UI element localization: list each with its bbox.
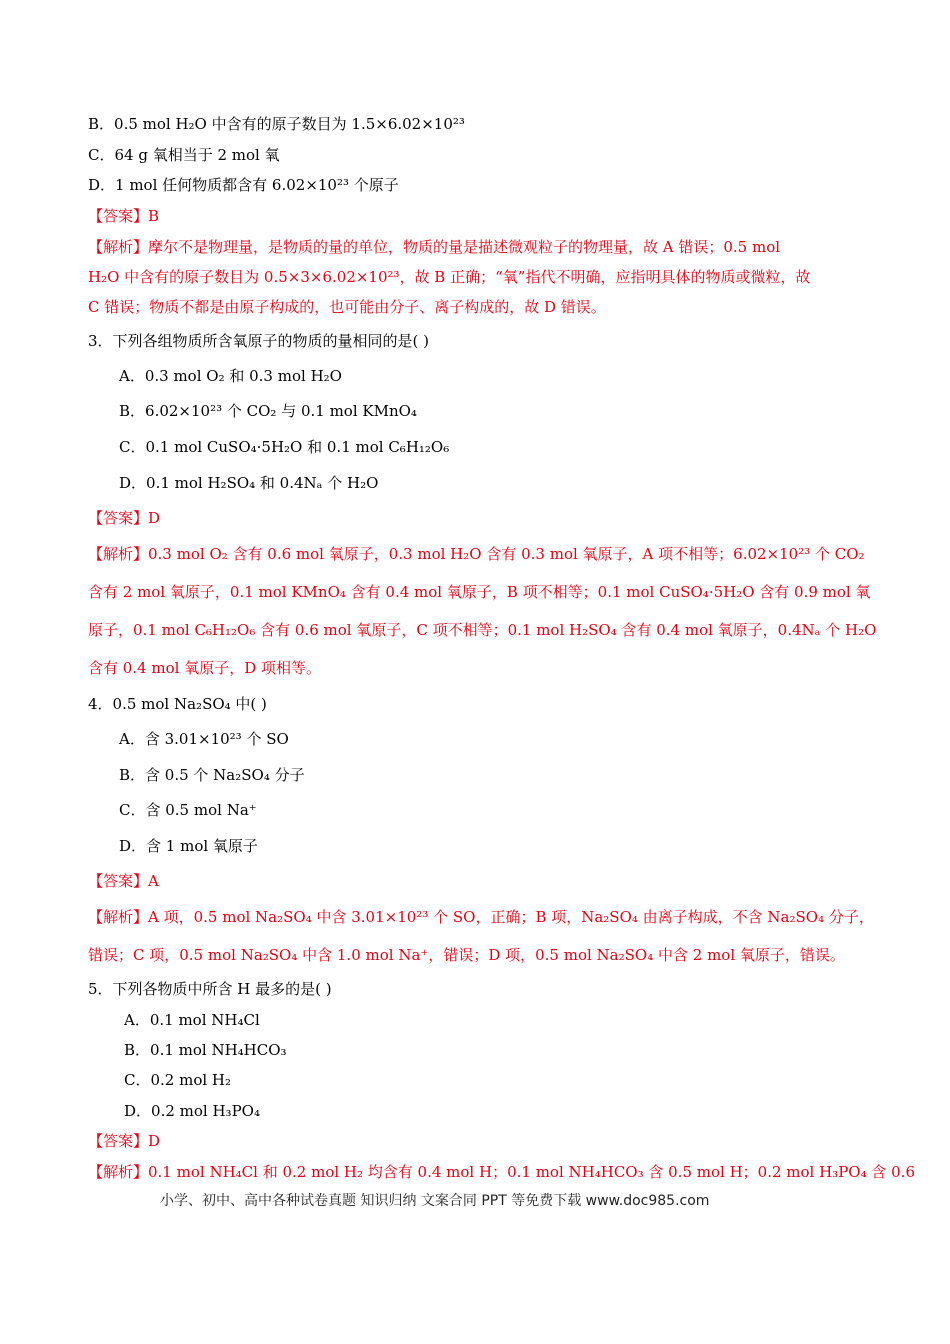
answer-line: 【答案】B (88, 207, 160, 225)
analysis-line: 【解析】0.1 mol NH₄Cl 和 0.2 mol H₂ 均含有 0.4 mol H；0.1 mol NH₄HCO₃ 含 0.5 mol H；0.2 mol H₃PO₄ 含 0.6 (88, 1163, 915, 1181)
answer-line: 【答案】D (88, 509, 161, 527)
answer-line: 【答案】A (88, 872, 159, 890)
analysis-line: 【解析】A 项，0.5 mol Na₂SO₄ 中含 3.01×10²³ 个 SO，正确；B 项，Na₂SO₄ 由离子构成，不含 Na₂SO₄ 分子， (88, 908, 874, 926)
text-line: B．0.5 mol H₂O 中含有的原子数目为 1.5×6.02×10²³ (88, 115, 465, 133)
option-line: C．含 0.5 mol Na⁺ (119, 801, 257, 819)
option-line: D．含 1 mol 氧原子 (119, 837, 258, 855)
option-line: D．0.2 mol H₃PO₄ (124, 1102, 260, 1120)
option-line: C．0.2 mol H₂ (124, 1071, 232, 1089)
option-line: A．0.3 mol O₂ 和 0.3 mol H₂O (119, 367, 342, 385)
analysis-line: 含有 0.4 mol 氧原子，D 项相等。 (88, 659, 322, 677)
text-line: D．1 mol 任何物质都含有 6.02×10²³ 个原子 (88, 176, 399, 194)
option-line: B．0.1 mol NH₄HCO₃ (124, 1041, 287, 1059)
page-footer: 小学、初中、高中各种试卷真题 知识归纳 文案合同 PPT 等免费下载 www.doc985.com (160, 1193, 710, 1209)
option-line: C．0.1 mol CuSO₄·5H₂O 和 0.1 mol C₆H₁₂O₆ (119, 438, 450, 456)
option-line: A．含 3.01×10²³ 个 SO (119, 730, 289, 748)
option-line: B．6.02×10²³ 个 CO₂ 与 0.1 mol KMnO₄ (119, 402, 417, 420)
option-line: B．含 0.5 个 Na₂SO₄ 分子 (119, 766, 305, 784)
text-line: C．64 g 氧相当于 2 mol 氧 (88, 146, 280, 164)
analysis-line: 【解析】摩尔不是物理量，是物质的量的单位，物质的量是描述微观粒子的物理量，故 A 错误；0.5 mol (88, 238, 781, 256)
question-line: 4．0.5 mol Na₂SO₄ 中( ) (88, 695, 267, 713)
answer-line: 【答案】D (88, 1132, 161, 1150)
analysis-line: 含有 2 mol 氧原子，0.1 mol KMnO₄ 含有 0.4 mol 氧原子，B 项不相等；0.1 mol CuSO₄·5H₂O 含有 0.9 mol 氧 (88, 583, 871, 601)
question-line: 5．下列各物质中所含 H 最多的是( ) (88, 980, 332, 998)
question-line: 3．下列各组物质所含氧原子的物质的量相同的是( ) (88, 332, 430, 350)
analysis-line: 【解析】0.3 mol O₂ 含有 0.6 mol 氧原子，0.3 mol H₂O 含有 0.3 mol 氧原子，A 项不相等；6.02×10²³ 个 CO₂ (88, 545, 865, 563)
analysis-line: H₂O 中含有的原子数目为 0.5×3×6.02×10²³，故 B 正确；“氧”指代不明确，应指明具体的物质或微粒，故 (88, 268, 811, 286)
analysis-line: C 错误；物质不都是由原子构成的，也可能由分子、离子构成的，故 D 错误。 (88, 298, 606, 316)
option-line: A．0.1 mol NH₄Cl (124, 1011, 260, 1029)
analysis-line: 错误；C 项，0.5 mol Na₂SO₄ 中含 1.0 mol Na⁺，错误；D 项，0.5 mol Na₂SO₄ 中含 2 mol 氧原子，错误。 (88, 946, 845, 964)
option-line: D．0.1 mol H₂SO₄ 和 0.4Nₐ 个 H₂O (119, 474, 379, 492)
analysis-line: 原子，0.1 mol C₆H₁₂O₆ 含有 0.6 mol 氧原子，C 项不相等；0.1 mol H₂SO₄ 含有 0.4 mol 氧原子，0.4Nₐ 个 H₂O (88, 621, 877, 639)
